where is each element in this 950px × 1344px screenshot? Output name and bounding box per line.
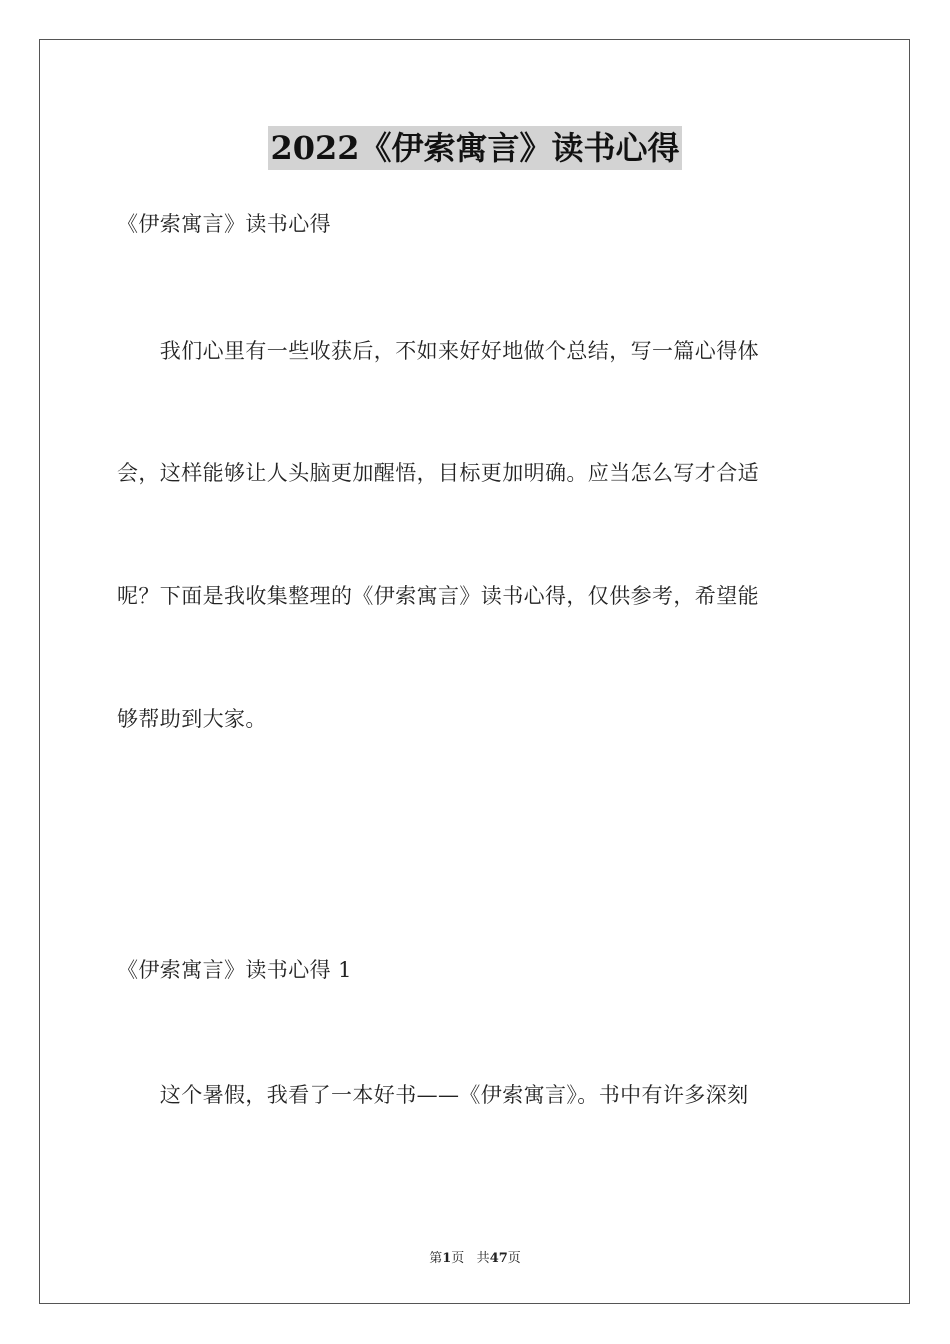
footer-page-suffix: 页 (451, 1251, 465, 1266)
section-line-1: 这个暑假，我看了一本好书——《伊索寓言》。书中有许多深刻 (117, 1083, 749, 1107)
intro-line-1: 我们心里有一些收获后，不如来好好地做个总结，写一篇心得体 (117, 339, 759, 363)
footer-total-suffix: 页 (507, 1251, 521, 1266)
footer-page-prefix: 第 (429, 1251, 443, 1266)
intro-line-2: 会，这样能够让人头脑更加醒悟，目标更加明确。应当怎么写才合适 (117, 461, 759, 485)
title-container (0, 126, 950, 170)
section-heading: 《伊索寓言》读书心得 1 (117, 958, 352, 982)
document-subtitle: 《伊索寓言》读书心得 (117, 212, 331, 236)
footer-page-number: 1 (442, 1251, 452, 1266)
intro-line-3: 呢？下面是我收集整理的《伊索寓言》读书心得，仅供参考，希望能 (117, 584, 759, 608)
page-footer (0, 1247, 950, 1266)
footer-total-prefix: 共 (476, 1251, 490, 1266)
intro-line-4: 够帮助到大家。 (117, 707, 267, 731)
footer-total-pages: 47 (489, 1251, 508, 1266)
document-title: 2022《伊索寓言》读书心得 (268, 126, 681, 170)
